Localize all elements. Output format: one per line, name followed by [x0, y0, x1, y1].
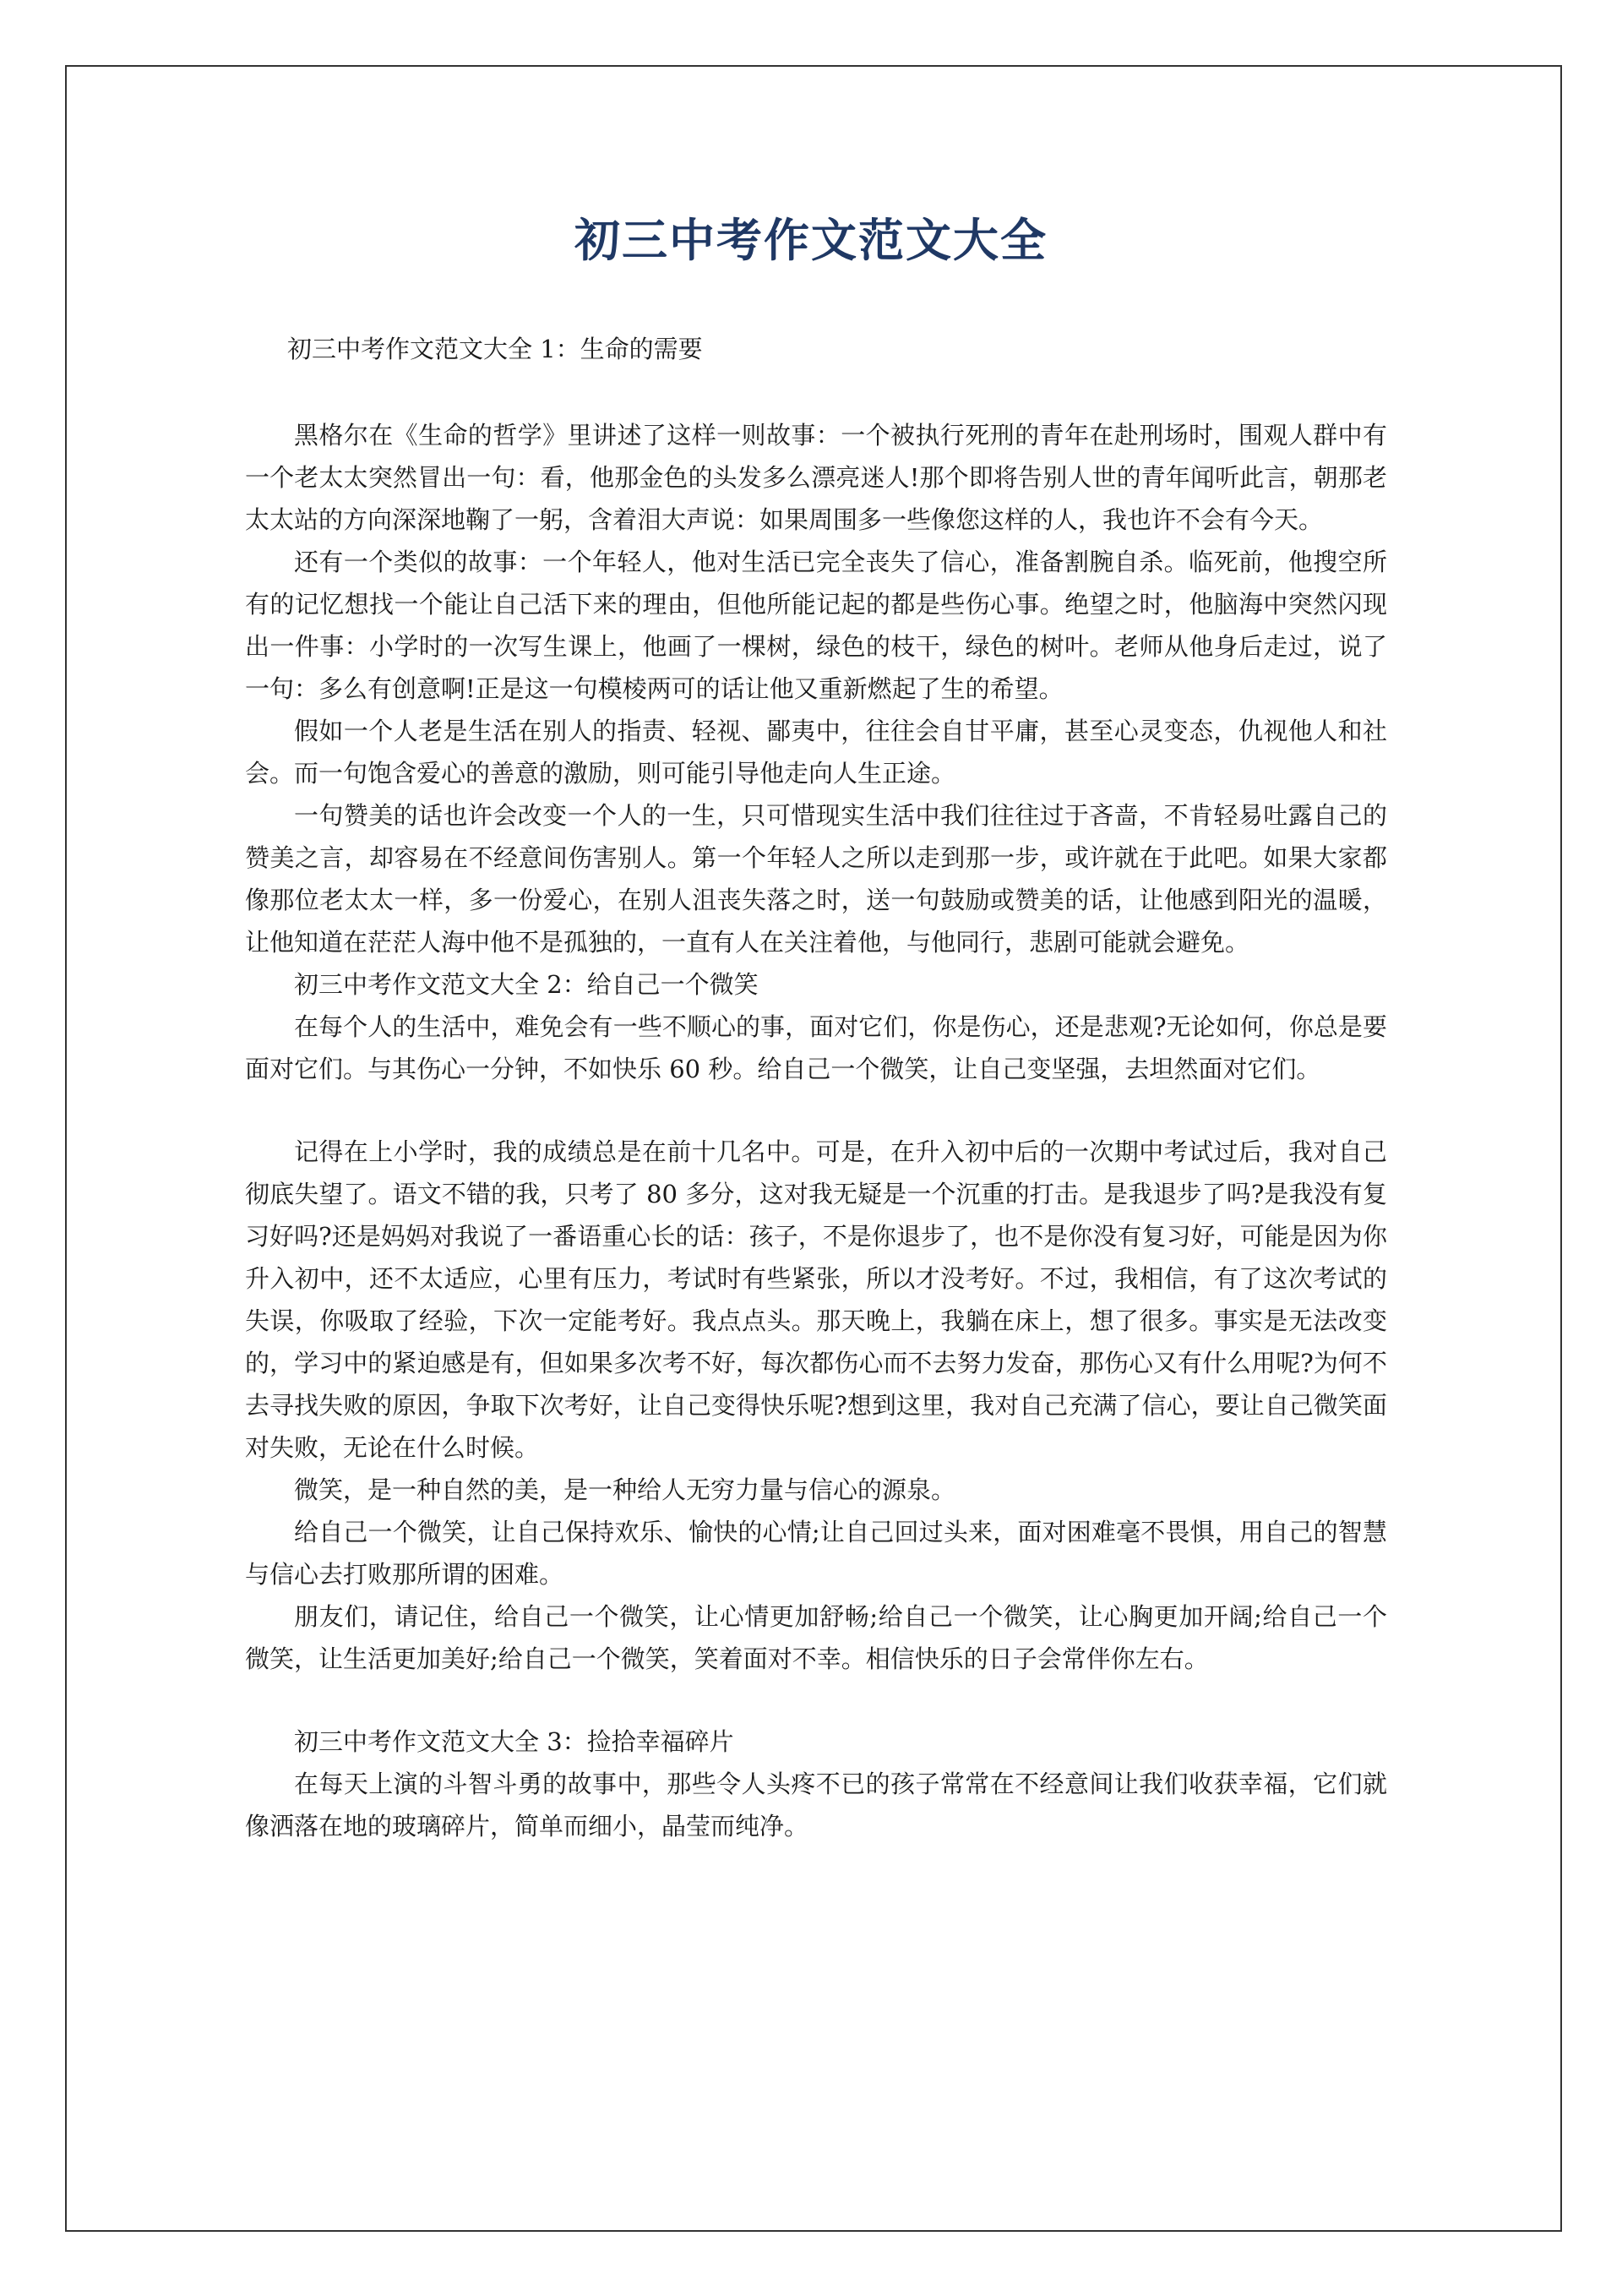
section-2-paragraph-5: 朋友们，请记住，给自己一个微笑，让心情更加舒畅;给自己一个微笑，让心胸更加开阔;给自己一个微笑，让生活更加美好;给自己一个微笑，笑着面对不幸。相信快乐的日子会常伴你左右。 [245, 1602, 1387, 1673]
section-2-paragraph-3: 微笑，是一种自然的美，是一种给人无穷力量与信心的源泉。 [294, 1475, 956, 1504]
section-1-paragraph-1: 黑格尔在《生命的哲学》里讲述了这样一则故事：一个被执行死刑的青年在赴刑场时，围观人群中有一个老太太突然冒出一句：看，他那金色的头发多么漂亮迷人!那个即将告别人世的青年闻听此言，朝那老太太站的方向深深地鞠了一躬，含着泪大声说：如果周围多一些像您这样的人，我也许不会有今天。 [245, 421, 1387, 534]
section-2-heading: 初三中考作文范文大全 2：给自己一个微笑 [294, 970, 759, 999]
section-3-paragraph-1: 在每天上演的斗智斗勇的故事中，那些令人头疼不已的孩子常常在不经意间让我们收获幸福，它们就像洒落在地的玻璃碎片，简单而细小，晶莹而纯净。 [245, 1770, 1387, 1841]
document-title: 初三中考作文范文大全 [574, 213, 1048, 267]
section-1-heading: 初三中考作文范文大全 1：生命的需要 [287, 335, 703, 363]
section-3-heading: 初三中考作文范文大全 3：捡拾幸福碎片 [294, 1727, 734, 1756]
section-1-paragraph-3: 假如一个人老是生活在别人的指责、轻视、鄙夷中，往往会自甘平庸，甚至心灵变态，仇视他人和社会。而一句饱含爱心的善意的激励，则可能引导他走向人生正途。 [245, 717, 1387, 788]
document-body [245, 328, 1387, 1847]
spacer [245, 1680, 1387, 1721]
section-2-paragraph-2: 记得在上小学时，我的成绩总是在前十几名中。可是，在升入初中后的一次期中考试过后，我对自己彻底失望了。语文不错的我，只考了 80 多分，这对我无疑是一个沉重的打击。是我退步了吗?是我没有复习好吗?还是妈妈对我说了一番语重心长的话：孩子，不是你退步了，也不是你没有复习好，可能是因为你升入初中，还不太适应，心里有压力，考试时有些紧张，所以才没考好。不过，我相信，有了这次考试的失误，你吸取了经验，下次一定能考好。我点点头。那天晚上，我躺在床上，想了很多。事实是无法改变的，学习中的紧迫感是有，但如果多次考不好，每次都伤心而不去努力发奋，那伤心又有什么用呢?为何不去寻找失败的原因，争取下次考好，让自己变得快乐呢?想到这里，我对自己充满了信心，要让自己微笑面对失败，无论在什么时候。 [245, 1137, 1387, 1462]
section-2-paragraph-4: 给自己一个微笑，让自己保持欢乐、愉快的心情;让自己回过头来，面对困难毫不畏惧，用自己的智慧与信心去打败那所谓的困难。 [245, 1518, 1387, 1589]
spacer [245, 1090, 1387, 1131]
section-1-paragraph-2: 还有一个类似的故事：一个年轻人，他对生活已完全丧失了信心，准备割腕自杀。临死前，他搜空所有的记忆想找一个能让自己活下来的理由，但他所能记起的都是些伤心事。绝望之时，他脑海中突然闪现出一件事：小学时的一次写生课上，他画了一棵树，绿色的枝干，绿色的树叶。老师从他身后走过，说了一句：多么有创意啊!正是这一句模棱两可的话让他又重新燃起了生的希望。 [245, 548, 1387, 703]
section-2-paragraph-1: 在每个人的生活中，难免会有一些不顺心的事，面对它们，你是伤心，还是悲观?无论如何，你总是要面对它们。与其伤心一分钟，不如快乐 60 秒。给自己一个微笑，让自己变坚强，去坦然面对它们。 [245, 1012, 1387, 1083]
section-1-paragraph-4: 一句赞美的话也许会改变一个人的一生，只可惜现实生活中我们往往过于吝啬，不肯轻易吐露自己的赞美之言，却容易在不经意间伤害别人。第一个年轻人之所以走到那一步，或许就在于此吧。如果大家都像那位老太太一样，多一份爱心，在别人沮丧失落之时，送一句鼓励或赞美的话，让他感到阳光的温暖，让他知道在茫茫人海中他不是孤独的，一直有人在关注着他，与他同行，悲剧可能就会避免。 [245, 801, 1387, 957]
spacer [245, 370, 1387, 414]
